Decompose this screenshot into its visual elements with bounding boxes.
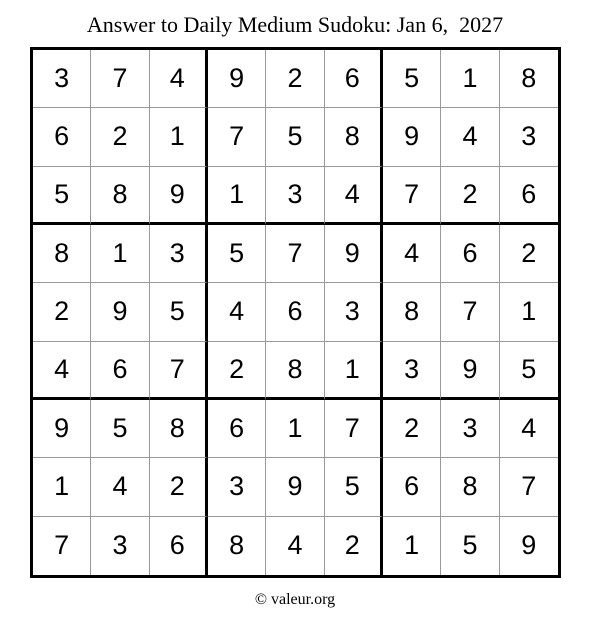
sudoku-board [30,47,561,578]
sudoku-cell-r8-c3: 2 [150,458,208,516]
sudoku-cell-r2-c7: 9 [383,108,441,166]
sudoku-cell-r1-c5: 2 [266,50,324,108]
sudoku-cell-r2-c4: 7 [208,108,266,166]
sudoku-cell-r7-c2: 5 [91,400,149,458]
page-title: Answer to Daily Medium Sudoku: Jan 6, 2027 [86,12,504,37]
sudoku-cell-r9-c4: 8 [208,517,266,575]
sudoku-cell-r1-c2: 7 [91,50,149,108]
sudoku-cell-r6-c4: 2 [208,342,266,400]
sudoku-cell-r9-c5: 4 [266,517,324,575]
sudoku-cell-r6-c7: 3 [383,342,441,400]
sudoku-cell-r4-c8: 6 [441,225,499,283]
sudoku-cell-r6-c3: 7 [150,342,208,400]
sudoku-cell-r8-c1: 1 [33,458,91,516]
sudoku-cell-r3-c6: 4 [325,167,383,225]
sudoku-cell-r6-c6: 1 [325,342,383,400]
sudoku-cell-r9-c9: 9 [521,530,537,561]
sudoku-cell-r9-c7: 1 [383,517,441,575]
sudoku-cell-r3-c9: 6 [500,167,558,225]
sudoku-cell-r5-c9: 1 [500,283,558,341]
sudoku-cell-r8-c8: 8 [441,458,499,516]
sudoku-cell-r6-c1: 4 [33,342,91,400]
sudoku-cell-r3-c8: 2 [441,167,499,225]
sudoku-cell-r7-c8: 3 [441,400,499,458]
sudoku-cell-r5-c2: 9 [91,283,149,341]
sudoku-cell-r5-c4: 4 [208,283,266,341]
sudoku-cell-r6-c8: 9 [441,342,499,400]
sudoku-cell-r7-c1: 9 [33,400,91,458]
sudoku-cell-r7-c7: 2 [383,400,441,458]
sudoku-cell-r5-c8: 7 [441,283,499,341]
sudoku-cell-r4-c4: 5 [208,225,266,283]
sudoku-cell-r8-c2: 4 [91,458,149,516]
sudoku-cell-r9-c6: 2 [325,517,383,575]
sudoku-cell-r7-c6: 7 [325,400,383,458]
sudoku-cell-r1-c3: 4 [150,50,208,108]
sudoku-cell-r3-c1: 5 [33,167,91,225]
sudoku-cell-r2-c6: 8 [325,108,383,166]
sudoku-cell-r3-c3: 9 [150,167,208,225]
sudoku-cell-r1-c9: 8 [500,50,558,108]
sudoku-cell-r9-c2: 3 [91,517,149,575]
sudoku-cell-r9-c8: 5 [441,517,499,575]
sudoku-cell-r5-c5: 6 [266,283,324,341]
sudoku-cell-r3-c5: 3 [266,167,324,225]
sudoku-cell-r7-c9: 4 [500,400,558,458]
sudoku-cell-r8-c5: 9 [266,458,324,516]
sudoku-cell-r8-c6: 5 [325,458,383,516]
sudoku-cell-r9-c3: 6 [150,517,208,575]
sudoku-cell-r8-c9: 7 [500,458,558,516]
sudoku-cell-r1-c4: 9 [208,50,266,108]
sudoku-cell-r4-c2: 1 [91,225,149,283]
sudoku-cell-r2-c9: 3 [500,108,558,166]
sudoku-cell-r3-c4: 1 [208,167,266,225]
sudoku-cell-r4-c1: 8 [33,225,91,283]
sudoku-cell-r5-c1: 2 [33,283,91,341]
sudoku-cell-r4-c5: 7 [266,225,324,283]
sudoku-cell-r1-c7: 5 [383,50,441,108]
sudoku-cell-r8-c4: 3 [208,458,266,516]
sudoku-cell-r3-c7: 7 [383,167,441,225]
sudoku-cell-r7-c4: 6 [208,400,266,458]
sudoku-cell-r9-c1: 7 [33,517,91,575]
sudoku-cell-r5-c6: 3 [325,283,383,341]
sudoku-cell-r2-c2: 2 [91,108,149,166]
sudoku-cell-r4-c9: 2 [500,225,558,283]
sudoku-cell-r7-c5: 1 [266,400,324,458]
sudoku-cell-r1-c6: 6 [325,50,383,108]
sudoku-cell-r5-c7: 8 [383,283,441,341]
sudoku-cell-r4-c7: 4 [383,225,441,283]
sudoku-cell-r6-c9: 5 [500,342,558,400]
sudoku-cell-r4-c6: 9 [325,225,383,283]
copyright-footer: © valeur.org [254,591,336,608]
sudoku-cell-r6-c2: 6 [91,342,149,400]
sudoku-cell-r2-c8: 4 [441,108,499,166]
sudoku-cell-r2-c3: 1 [150,108,208,166]
sudoku-cell-r2-c1: 6 [33,108,91,166]
sudoku-cell-r4-c3: 3 [150,225,208,283]
sudoku-cell-r6-c5: 8 [266,342,324,400]
sudoku-cell-r1-c8: 1 [441,50,499,108]
sudoku-cell-r1-c1: 3 [33,50,91,108]
sudoku-cell-r5-c3: 5 [150,283,208,341]
sudoku-cell-r7-c3: 8 [150,400,208,458]
sudoku-cell-r8-c7: 6 [383,458,441,516]
sudoku-cell-r3-c2: 8 [91,167,149,225]
sudoku-cell-r2-c5: 5 [266,108,324,166]
